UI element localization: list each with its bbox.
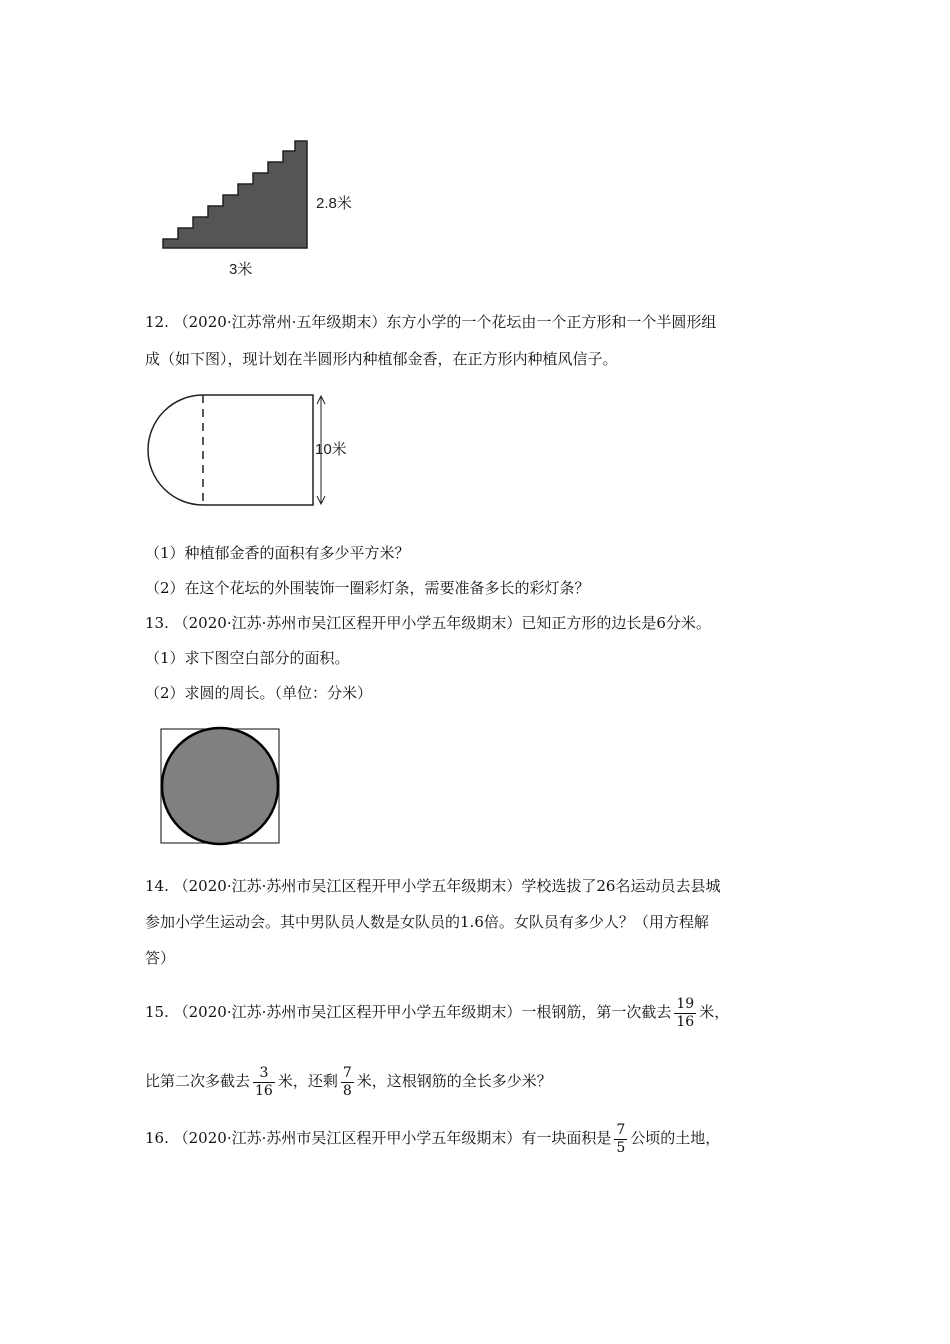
question-15-text-b: 米，	[699, 1003, 730, 1021]
circle-in-square-figure	[158, 726, 284, 846]
question-12-source: （2020·江苏常州·五年级期末）	[173, 313, 387, 331]
question-15-line-2	[145, 1061, 552, 1101]
question-12-line-2: 成（如下图），现计划在半圆形内种植郁金香，在正方形内种植风信子。	[145, 350, 618, 368]
question-12-line-1	[145, 312, 716, 332]
question-15-number: 15.	[145, 1003, 169, 1021]
question-13-source: （2020·江苏·苏州市吴江区程开甲小学五年级期末）	[173, 614, 522, 632]
question-14-number: 14.	[145, 877, 169, 895]
question-14-line-3: 答）	[145, 949, 176, 967]
question-15-text-a: 一根钢筋，第一次截去	[521, 1003, 672, 1021]
question-12-text-1: 东方小学的一个花坛由一个正方形和一个半圆形组	[386, 313, 717, 331]
question-16-line-1	[145, 1118, 720, 1158]
question-14-source: （2020·江苏·苏州市吴江区程开甲小学五年级期末）	[173, 877, 522, 895]
fraction-19-16	[674, 996, 696, 1031]
question-14-line-1	[145, 876, 720, 896]
question-14-text-1: 学校选拔了26名运动员去县城	[521, 877, 721, 895]
flowerbed-size-label: 10米	[315, 441, 347, 458]
inner-circle	[162, 728, 278, 844]
question-13-text: 已知正方形的边长是6分米。	[521, 614, 711, 632]
fraction-numerator: 7	[616, 1121, 626, 1138]
question-16-source: （2020·江苏·苏州市吴江区程开甲小学五年级期末）	[173, 1129, 522, 1147]
fraction-numerator: 19	[676, 995, 695, 1012]
fraction-denominator: 16	[255, 1082, 273, 1099]
fraction-7-5	[614, 1122, 627, 1157]
question-15-text-d: 米，还剩	[277, 1072, 338, 1090]
question-12-number: 12.	[145, 313, 169, 331]
question-13-sub-2: （2）求圆的周长。（单位：分米）	[145, 684, 373, 702]
question-13-sub-1: （1）求下图空白部分的面积。	[145, 649, 350, 667]
question-13-line-1	[145, 613, 711, 633]
flowerbed-outline	[148, 395, 313, 505]
question-15-line-1	[145, 992, 729, 1032]
staircase-shape	[163, 141, 307, 248]
question-15-text-e: 米，这根钢筋的全长多少米？	[356, 1072, 552, 1090]
fraction-denominator: 5	[616, 1139, 626, 1156]
fraction-denominator: 8	[342, 1082, 352, 1099]
question-15-source: （2020·江苏·苏州市吴江区程开甲小学五年级期末）	[173, 1003, 522, 1021]
fraction-3-16	[253, 1065, 275, 1100]
question-12-sub-2: （2）在这个花坛的外围装饰一圈彩灯条，需要准备多长的彩灯条？	[145, 579, 590, 597]
question-16-number: 16.	[145, 1129, 169, 1147]
question-16-text-a: 有一块面积是	[521, 1129, 612, 1147]
question-14-line-2: 参加小学生运动会。其中男队员人数是女队员的1.6倍。女队员有多少人？（用方程解	[145, 913, 709, 931]
fraction-numerator: 7	[342, 1064, 352, 1081]
fraction-7-8	[341, 1065, 354, 1100]
fraction-denominator: 16	[676, 1013, 695, 1030]
staircase-width-label: 3米	[229, 261, 253, 278]
question-12-sub-1: （1）种植郁金香的面积有多少平方米？	[145, 544, 410, 562]
question-15-text-c: 比第二次多截去	[145, 1072, 251, 1090]
fraction-numerator: 3	[259, 1064, 269, 1081]
question-13-number: 13.	[145, 614, 169, 632]
staircase-height-label: 2.8米	[316, 195, 352, 212]
question-16-text-b: 公顷的土地，	[630, 1129, 721, 1147]
